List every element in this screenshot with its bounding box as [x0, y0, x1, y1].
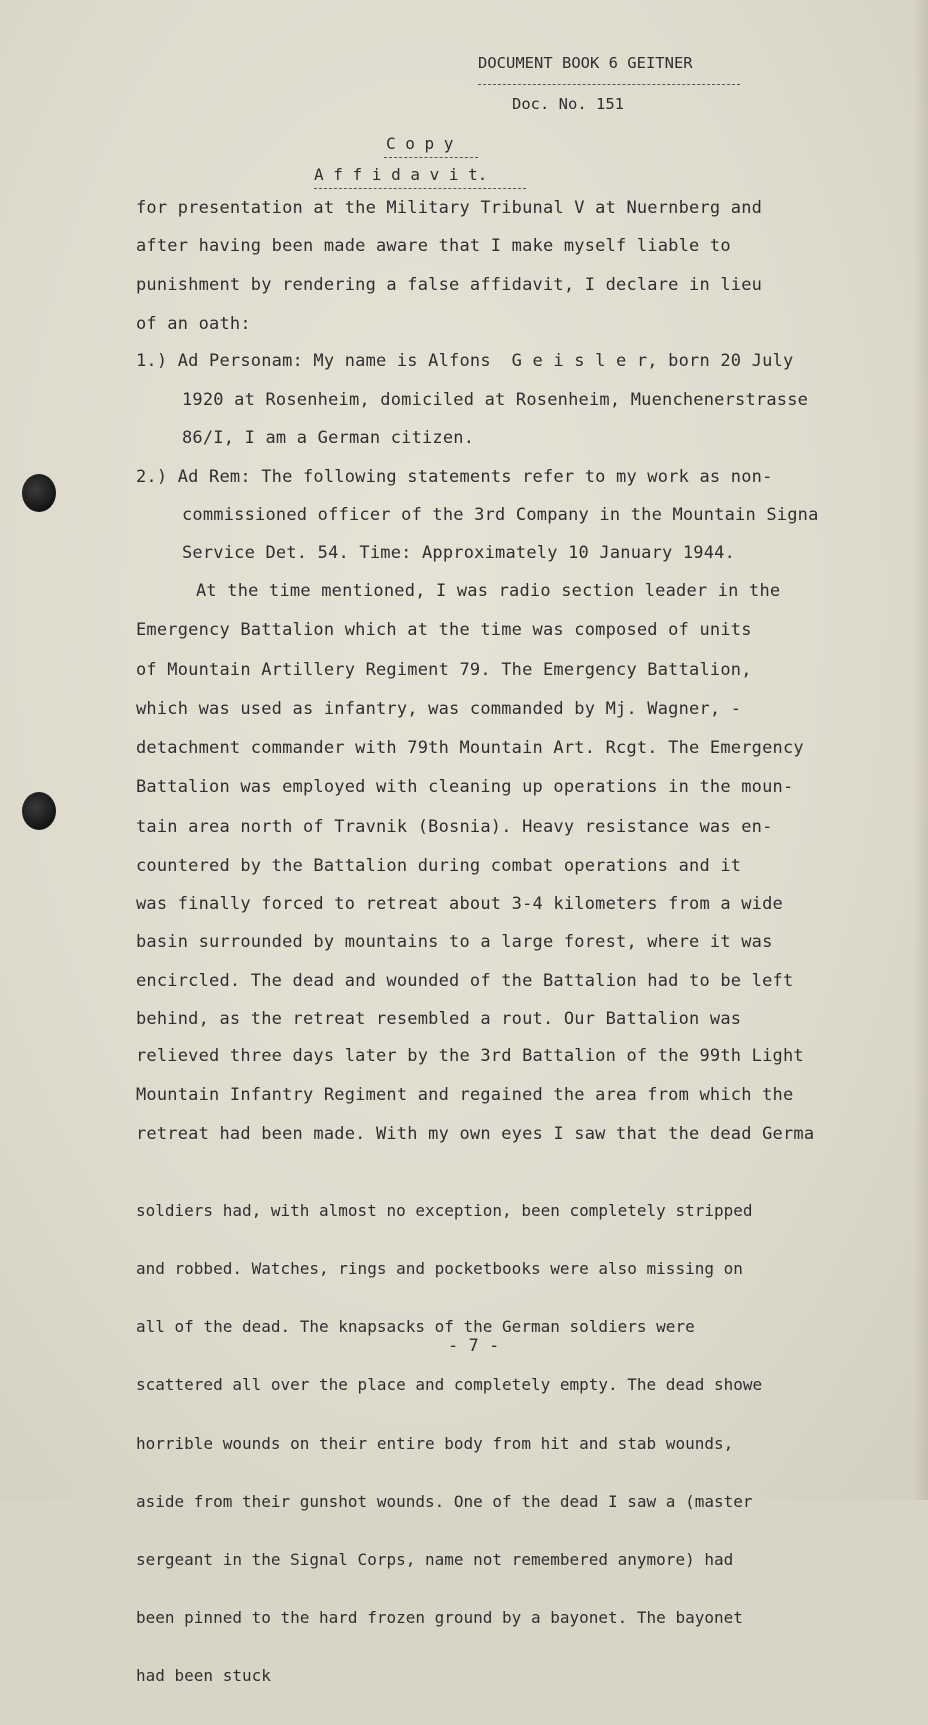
body-line: which was used as infantry, was commanded by Mj. Wagner, - — [136, 699, 742, 719]
header-rule — [478, 84, 740, 85]
document-number: Doc. No. 151 — [512, 95, 624, 113]
affidavit-continuation — [136, 1162, 762, 1725]
affidavit-title: A f f i d a v i t. — [314, 165, 488, 184]
page-edge-shadow — [914, 0, 928, 1500]
body-line: Battalion was employed with cleaning up operations in the moun- — [136, 777, 794, 797]
body-line: basin surrounded by mountains to a large forest, where it was — [136, 932, 773, 952]
body-line: of Mountain Artillery Regiment 79. The Emergency Battalion, — [136, 660, 752, 680]
body-line: after having been made aware that I make myself liable to — [136, 236, 731, 256]
continuation-line: all of the dead. The knapsacks of the German soldiers were — [136, 1317, 695, 1337]
continuation-line: horrible wounds on their entire body from hit and stab wounds, — [136, 1433, 734, 1453]
body-line: for presentation at the Military Tribunal V at Nuernberg and — [136, 198, 763, 218]
copy-underline — [384, 157, 478, 158]
punch-hole-bottom — [22, 792, 56, 830]
body-line: 2.) Ad Rem: The following statements refer to my work as non- — [136, 467, 773, 487]
body-line: relieved three days later by the 3rd Battalion of the 99th Light — [136, 1046, 804, 1066]
body-line: Emergency Battalion which at the time was composed of units — [136, 620, 752, 640]
body-line: retreat had been made. With my own eyes I saw that the dead Germa — [136, 1124, 815, 1144]
body-line: behind, as the retreat resembled a rout. Our Battalion was — [136, 1009, 742, 1029]
title-underline — [314, 188, 526, 189]
body-line: encircled. The dead and wounded of the Battalion had to be left — [136, 971, 794, 991]
body-line: tain area north of Travnik (Bosnia). Heavy resistance was en- — [136, 817, 773, 837]
body-line: detachment commander with 79th Mountain Art. Rcgt. The Emergency — [136, 738, 804, 758]
body-line: commissioned officer of the 3rd Company in the Mountain Signa — [182, 505, 819, 525]
body-line: 1920 at Rosenheim, domiciled at Rosenheim, Muenchenerstrasse — [182, 390, 809, 410]
continuation-line: aside from their gunshot wounds. One of the dead I saw a (master — [136, 1491, 753, 1511]
body-line: 86/I, I am a German citizen. — [182, 428, 475, 448]
continuation-line: and robbed. Watches, rings and pocketbooks were also missing on — [136, 1259, 743, 1279]
continuation-line: sergeant in the Signal Corps, name not remembered anymore) had — [136, 1550, 734, 1570]
body-line: of an oath: — [136, 314, 251, 334]
body-line: 1.) Ad Personam: My name is Alfons G e i s l e r, born 20 July — [136, 351, 794, 371]
copy-label: C o p y — [386, 134, 454, 153]
punch-hole-top — [22, 474, 56, 512]
body-line: Service Det. 54. Time: Approximately 10 January 1944. — [182, 543, 736, 563]
body-line: At the time mentioned, I was radio section leader in the — [196, 581, 781, 601]
page-number: - 7 - — [448, 1336, 500, 1356]
body-line: was finally forced to retreat about 3-4 kilometers from a wide — [136, 894, 783, 914]
body-line: punishment by rendering a false affidavit, I declare in lieu — [136, 275, 763, 295]
document-book-header: DOCUMENT BOOK 6 GEITNER — [478, 54, 693, 72]
body-line: Mountain Infantry Regiment and regained the area from which the — [136, 1085, 794, 1105]
body-line: countered by the Battalion during combat operations and it — [136, 856, 742, 876]
continuation-line: soldiers had, with almost no exception, been completely stripped — [136, 1200, 753, 1220]
continuation-line: had been stuck — [136, 1666, 271, 1686]
continuation-line: scattered all over the place and completely empty. The dead showe — [136, 1375, 763, 1395]
continuation-line: been pinned to the hard frozen ground by a bayonet. The bayonet — [136, 1608, 743, 1628]
